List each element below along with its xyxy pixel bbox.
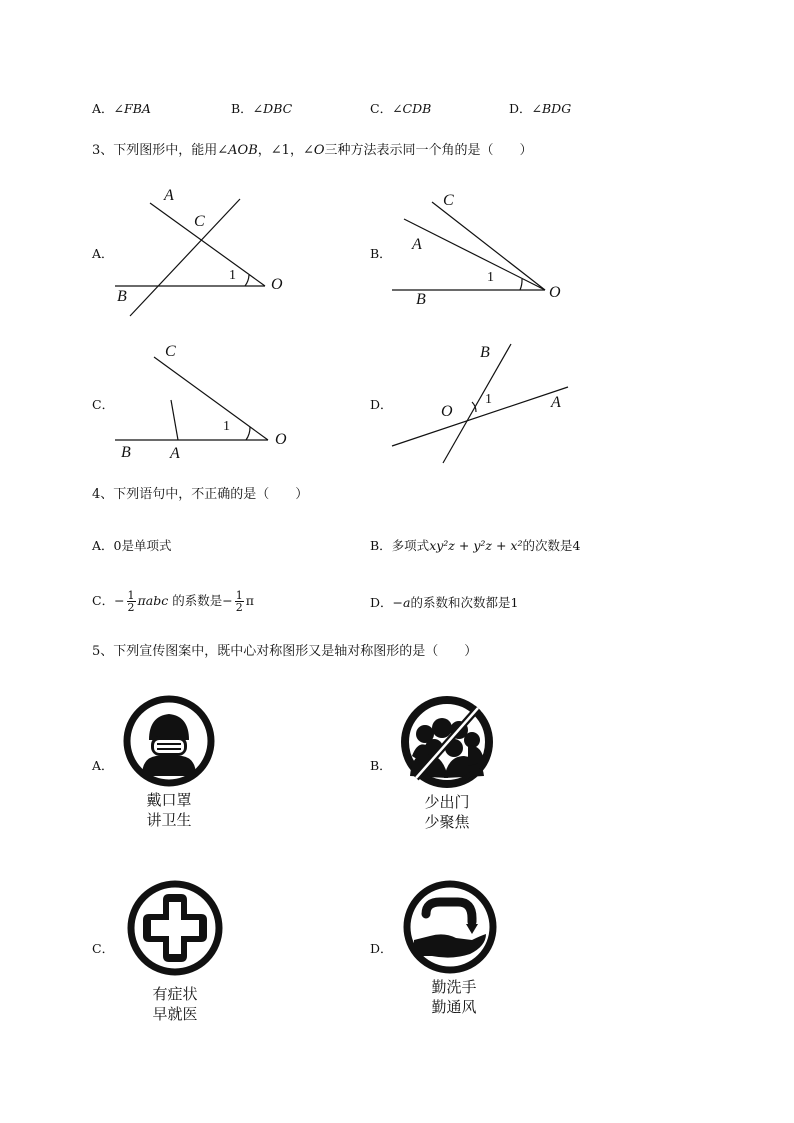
crowd-icon (398, 696, 496, 788)
label-b: B (416, 291, 426, 308)
numerator: 1 (127, 589, 135, 602)
label-a: A (412, 236, 422, 253)
option-text: D．− (370, 595, 403, 610)
caption-line: 少出门 (424, 793, 470, 811)
label-o: O (441, 403, 453, 420)
option-letter: B．∠ (231, 101, 264, 116)
q4-stem: 4、下列语句中，不正确的是（ ） (92, 487, 309, 502)
medical-cross-icon (125, 880, 225, 976)
label-a: A (170, 445, 180, 462)
label-c: C (165, 343, 176, 360)
stem-text: 三种方法表示同一个角的是（ ） (324, 143, 533, 158)
option-letter: A．∠ (92, 101, 125, 116)
caption-line: 戴口罩 (146, 791, 192, 809)
caption-line: 有症状 (152, 985, 198, 1003)
label-c: C (443, 192, 454, 209)
caption-line: 勤洗手 (431, 978, 477, 996)
stem-text: 3、下列图形中，能用∠ (92, 143, 229, 158)
line-ob (443, 344, 511, 463)
option-text: 的次数是4 (522, 538, 581, 553)
label-1: 1 (487, 270, 494, 285)
angle-name: AOB (228, 143, 258, 158)
mask-person-icon (120, 696, 218, 786)
line-oa (392, 387, 568, 446)
stem-text: ，∠1，∠ (257, 143, 314, 158)
caption-d (424, 977, 484, 1017)
polynomial: xy²z + y²z + x² (429, 538, 523, 553)
pi-symbol: π (245, 593, 254, 608)
label-b: B (480, 344, 490, 361)
label-b: B (117, 288, 127, 305)
variable: a (403, 595, 411, 610)
label-1: 1 (229, 268, 236, 283)
label-1: 1 (223, 419, 230, 434)
label-o: O (271, 276, 283, 293)
q3-option-b[interactable]: B． (370, 246, 392, 261)
angle-name: FBA (124, 101, 151, 116)
angle-name: DBC (263, 101, 293, 116)
monomial: πabc (137, 593, 169, 608)
caption-line: 少聚焦 (424, 813, 470, 831)
angle-name: CDB (402, 101, 432, 116)
q4-option-b[interactable] (370, 538, 580, 554)
label-b: B (121, 444, 131, 461)
caption-line: 讲卫生 (146, 811, 192, 829)
q5-option-c[interactable]: C． (92, 941, 115, 956)
q3-option-a[interactable]: A． (92, 246, 114, 261)
caption-a (139, 790, 199, 830)
q3-option-c[interactable]: C． (92, 397, 115, 412)
option-text: C．− (92, 593, 125, 608)
q5-option-b[interactable]: B． (370, 758, 392, 773)
label-a: A (164, 187, 174, 204)
q5-option-d[interactable]: D． (370, 941, 393, 956)
caption-c (145, 984, 205, 1024)
q4-option-d[interactable] (370, 595, 518, 611)
caption-line: 早就医 (152, 1005, 198, 1023)
label-o: O (549, 284, 561, 301)
label-c: C (194, 213, 205, 230)
denominator: 2 (235, 601, 243, 614)
option-text: 的系数是− (172, 593, 233, 608)
angle-name: O (313, 143, 325, 158)
fraction (127, 590, 136, 613)
option-letter: D．∠ (509, 101, 542, 116)
caption-b (417, 792, 477, 832)
label-a: A (551, 394, 561, 411)
option-text: 的系数和次数都是1 (410, 595, 519, 610)
q4-option-c[interactable] (92, 588, 254, 614)
q5-option-a[interactable]: A． (92, 758, 114, 773)
angle-name: BDG (542, 101, 572, 116)
denominator: 2 (127, 601, 135, 614)
label-1: 1 (485, 392, 492, 407)
q4-option-a[interactable]: A．0是单项式 (92, 538, 172, 553)
option-text: B．多项式 (370, 538, 430, 553)
hand-wash-icon (400, 880, 500, 974)
numerator: 1 (235, 589, 243, 602)
q3-option-d[interactable]: D． (370, 397, 393, 412)
fraction (235, 590, 244, 613)
caption-line: 勤通风 (431, 998, 477, 1016)
option-letter: C．∠ (370, 101, 403, 116)
q5-stem: 5、下列宣传图案中，既中心对称图形又是轴对称图形的是（ ） (92, 644, 478, 659)
label-o: O (275, 431, 287, 448)
